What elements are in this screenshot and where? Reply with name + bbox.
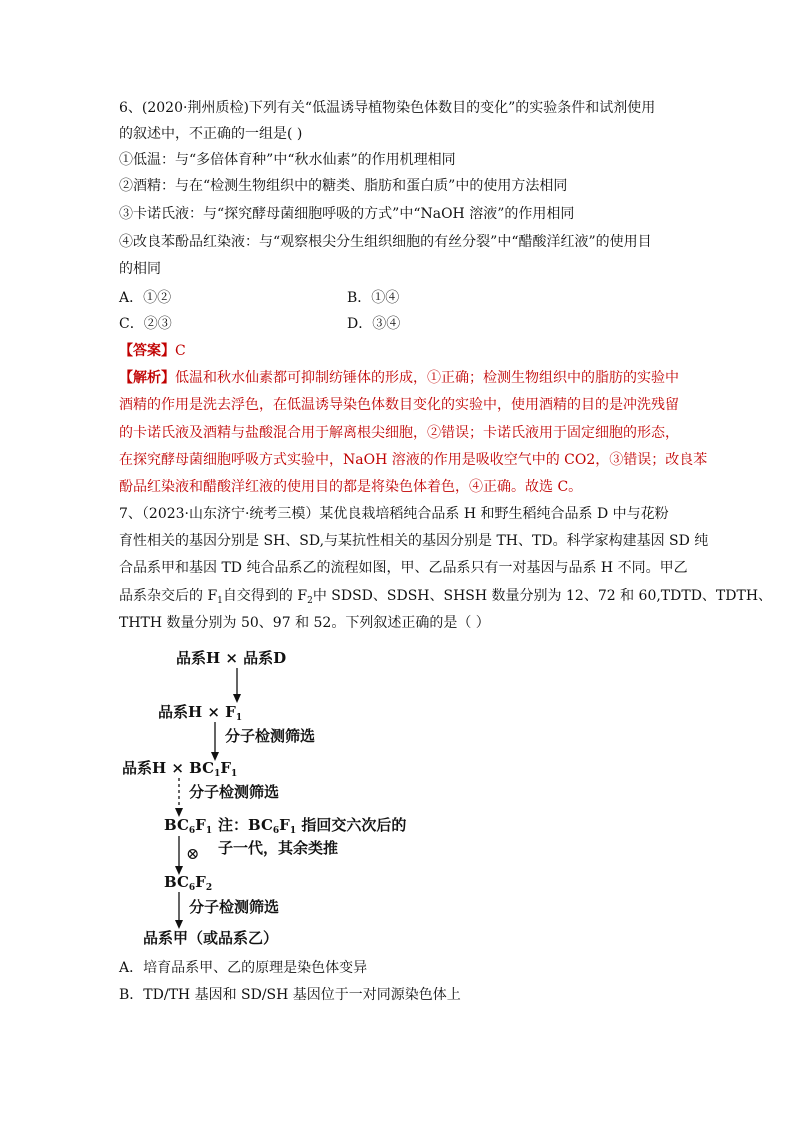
flow-note-line2: 子一代，其余类推 bbox=[218, 839, 339, 857]
q7-stem-line5: THTH 数量分别为 50、97 和 52。下列叙述正确的是（ ） bbox=[119, 615, 490, 631]
flow-row-final-line: 品系甲（或品系乙） bbox=[143, 929, 279, 947]
flow-row-h-x-d: 品系H × 品系D bbox=[176, 649, 287, 667]
q7-stem-line1: 7、（2023·山东济宁·统考三模）某优良栽培稻纯合品系 H 和野生稻纯合品系 D 中与花粉 bbox=[119, 506, 669, 522]
q6-statement-2: ②酒精：与在“检测生物组织中的糖类、脂肪和蛋白质”中的使用方法相同 bbox=[119, 178, 568, 194]
q6-stem-line2: 的叙述中，不正确的一组是( ) bbox=[119, 126, 303, 142]
arrow-down-icon bbox=[230, 668, 244, 704]
q7-option-b: B．TD/TH 基因和 SD/SH 基因位于一对同源染色体上 bbox=[119, 987, 461, 1003]
selfing-symbol-icon: ⊗ bbox=[186, 844, 200, 863]
q7-stem-line3: 合品系甲和基因 TD 纯合品系乙的流程如图，甲、乙品系只有一对基因与品系 H 不同。甲乙 bbox=[119, 560, 688, 576]
flow-step-screening-1: 分子检测筛选 bbox=[225, 727, 316, 745]
q6-option-c: C．②③ bbox=[119, 316, 172, 332]
flow-row-bc6f2: $BC_6F_2$ bbox=[164, 873, 213, 893]
flow-row-h-x-bc1f1: 品系$H \times BC_1F_1$ bbox=[122, 759, 238, 779]
arrow-down-icon bbox=[172, 836, 186, 876]
q6-statement-1: ①低温：与“多倍体育种”中“秋水仙素”的作用机理相同 bbox=[119, 152, 456, 168]
q7-option-a: A．培育品系甲、乙的原理是染色体变异 bbox=[119, 960, 368, 976]
analysis-tag: 【解析】 bbox=[119, 370, 175, 386]
q6-analysis-line3: 的卡诺氏液及酒精与盐酸混合用于解离根尖细胞，②错误；卡诺氏液用于固定细胞的形态， bbox=[119, 425, 679, 441]
q6-statement-4a: ④改良苯酚品红染液：与“观察根尖分生组织细胞的有丝分裂”中“醋酸洋红液”的使用目 bbox=[119, 234, 652, 250]
q6-stem-line1: 6、(2020·荆州质检)下列有关“低温诱导植物染色体数目的变化”的实验条件和试剂使用 bbox=[119, 100, 656, 116]
q7-stem-line2: 育性相关的基因分别是 SH、SD,与某抗性相关的基因分别是 TH、TD。科学家构建基因 SD 纯 bbox=[119, 533, 709, 549]
q6-answer-line bbox=[119, 341, 186, 361]
flow-row-h-x-f1: 品系$H \times F_1$ bbox=[158, 703, 243, 723]
arrow-down-icon bbox=[172, 892, 186, 930]
q6-option-a: A．①② bbox=[119, 290, 172, 306]
q6-option-d: D．③④ bbox=[347, 316, 401, 332]
q6-analysis-line5: 酚品红染液和醋酸洋红液的使用目的都是将染色体着色，④正确。故选 C。 bbox=[119, 479, 583, 495]
answer-value: C bbox=[175, 343, 186, 359]
answer-tag: 【答案】 bbox=[119, 343, 175, 359]
q7-stem-line4: 品系杂交后的 $F_1$自交得到的 $F_2$中 SDSD、SDSH、SHSH 数量分别为 12、72 和 60,TDTD、TDTH、 bbox=[119, 588, 773, 606]
q6-analysis-line2: 酒精的作用是洗去浮色，在低温诱导染色体数目变化的实验中，使用酒精的目的是冲洗残留 bbox=[119, 397, 679, 413]
q6-statement-4b: 的相同 bbox=[119, 261, 161, 277]
flow-note-line1: 注：$BC_6F_1$ 指回交六次后的 bbox=[218, 816, 407, 836]
q6-statement-3: ③卡诺氏液：与“探究酵母菌细胞呼吸的方式”中“NaOH 溶液”的作用相同 bbox=[119, 206, 575, 222]
q6-option-b: B．①④ bbox=[347, 290, 400, 306]
q6-analysis-line4: 在探究酵母菌细胞呼吸方式实验中，NaOH 溶液的作用是吸收空气中的 CO2，③错误；改良苯 bbox=[119, 452, 708, 468]
arrow-down-icon bbox=[208, 722, 222, 762]
q6-analysis-line1: 【解析】低温和秋水仙素都可抑制纺锤体的形成，①正确；检测生物组织中的脂肪的实验中 bbox=[119, 370, 679, 386]
flow-step-screening-3: 分子检测筛选 bbox=[189, 898, 280, 916]
dashed-arrow-down-icon bbox=[172, 778, 186, 818]
flow-step-screening-2: 分子检测筛选 bbox=[189, 783, 280, 801]
flow-row-bc6f1: $BC_6F_1$ bbox=[164, 816, 213, 836]
